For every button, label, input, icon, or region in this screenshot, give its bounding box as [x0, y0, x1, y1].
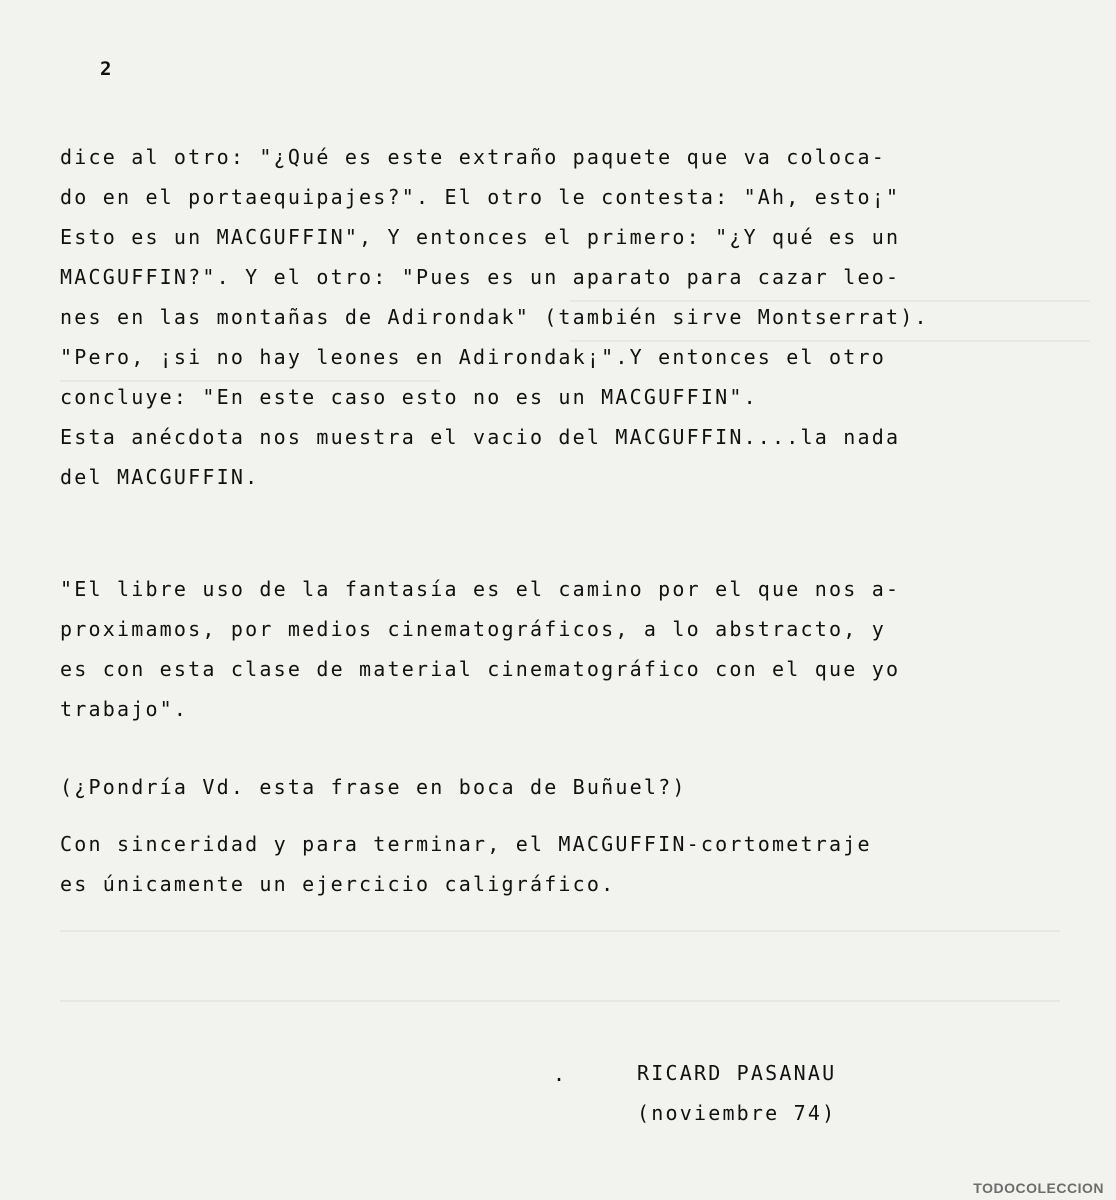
text-line: MACGUFFIN?". Y el otro: "Pues es un aparato para cazar leo-: [60, 265, 901, 289]
page-number: 2: [100, 58, 113, 80]
text-line: Esto es un MACGUFFIN", Y entonces el primero: "¿Y qué es un: [60, 225, 901, 249]
signature-block: [637, 1053, 836, 1133]
text-line: (¿Pondría Vd. esta frase en boca de Buñuel?): [60, 775, 687, 799]
text-line: Con sinceridad y para terminar, el MACGUFFIN-cortometraje: [60, 832, 872, 856]
paragraph-question: [60, 767, 1060, 807]
author-name: RICARD PASANAU: [637, 1061, 837, 1085]
signature-date: (noviembre 74): [637, 1101, 837, 1125]
text-line: dice al otro: "¿Qué es este extraño paquete que va coloca-: [60, 145, 886, 169]
text-line: concluye: "En este caso esto no es un MACGUFFIN".: [60, 385, 758, 409]
paragraph-conclusion: [60, 824, 1060, 904]
text-line: trabajo".: [60, 697, 189, 721]
bleed-through-line: [60, 1000, 1060, 1002]
text-line: Esta anécdota nos muestra el vacio del MACGUFFIN....la nada: [60, 425, 901, 449]
text-line: "Pero, ¡si no hay leones en Adirondak¡".Y entonces el otro: [60, 345, 886, 369]
text-line: nes en las montañas de Adirondak" (también sirve Montserrat).: [60, 305, 929, 329]
text-line: es únicamente un ejercicio caligráfico.: [60, 872, 616, 896]
bleed-through-line: [60, 930, 1060, 932]
text-line: del MACGUFFIN.: [60, 465, 260, 489]
signature-dot: .: [553, 1062, 566, 1086]
text-line: proximamos, por medios cinematográficos, a lo abstracto, y: [60, 617, 886, 641]
text-line: do en el portaequipajes?". El otro le contesta: "Ah, esto¡": [60, 185, 901, 209]
watermark: TODOCOLECCION: [973, 1180, 1104, 1196]
paragraph-quote: [60, 569, 1060, 729]
text-line: "El libre uso de la fantasía es el camino por el que nos a-: [60, 577, 901, 601]
text-line: es con esta clase de material cinematográfico con el que yo: [60, 657, 901, 681]
paragraph-anecdote: [60, 137, 1060, 497]
